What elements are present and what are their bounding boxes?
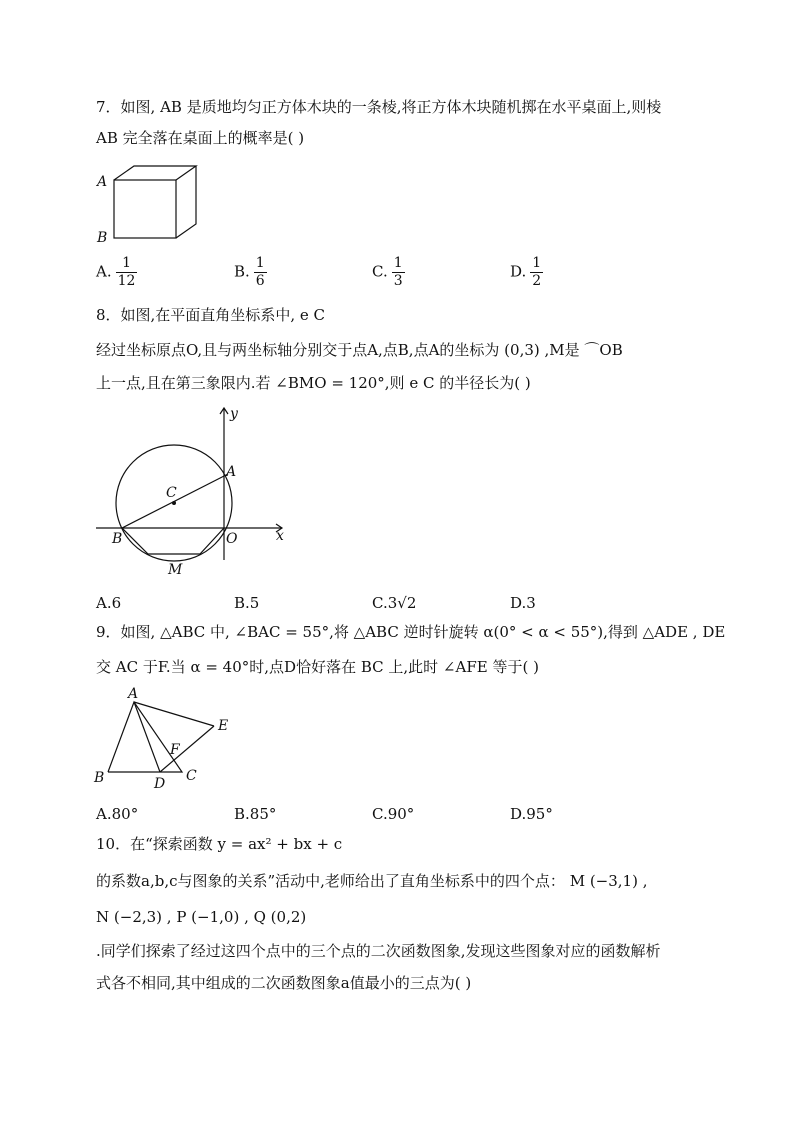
q10-text-line-1: 10．在“探索函数 y = ax² + bx + c	[96, 835, 343, 853]
q7-text-line-1: 7．如图, AB 是质地均匀正方体木块的一条棱,将正方体木块随机掷在水平桌面上,则棱	[96, 98, 662, 116]
q8-label-b: B	[112, 531, 123, 547]
q8-text-line-1: 8．如图,在平面直角坐标系中, e C	[96, 306, 325, 324]
q9-option-d[interactable]: D.95°	[510, 805, 553, 823]
q9-label-c: C	[186, 768, 197, 784]
q9-label-f: F	[170, 742, 180, 758]
q7-label-a: A	[97, 174, 108, 190]
q7-option-d[interactable]: D. $\frac{1}{2}$	[510, 255, 542, 289]
q10-text-line-2: 的系数a,b,c与图象的关系”活动中,老师给出了直角坐标系中的四个点： M (−3,1) ,	[96, 872, 648, 890]
q8-option-b[interactable]: B.5	[234, 594, 260, 612]
q8-text-line-3: 上一点,且在第三象限内.若 ∠BMO = 120°,则 e C 的半径长为( )	[96, 374, 531, 392]
q9-option-a[interactable]: A.80°	[96, 805, 139, 823]
q10-text-line-4: .同学们探索了经过这四个点中的三个点的二次函数图象,发现这些图象对应的函数解析	[96, 942, 661, 960]
q8-option-a[interactable]: A.6	[96, 594, 122, 612]
q9-text-line-1: 9．如图, △ABC 中, ∠BAC = 55°,将 △ABC 逆时针旋转 α(0° < α < 55°),得到 △ADE , DE	[96, 623, 726, 641]
q8-circle-figure	[90, 404, 300, 584]
q8-label-y: y	[230, 406, 238, 422]
q9-option-b[interactable]: B.85°	[234, 805, 277, 823]
q10-text-line-5: 式各不相同,其中组成的二次函数图象a值最小的三点为( )	[96, 974, 472, 992]
q7-cube-figure	[92, 160, 222, 250]
q8-label-m: M	[168, 562, 183, 578]
q7-option-c[interactable]: C. $\frac{1}{3}$	[372, 255, 403, 289]
q9-label-a: A	[128, 686, 139, 702]
q9-text-line-2: 交 AC 于F.当 α = 40°时,点D恰好落在 BC 上,此时 ∠AFE 等于( )	[96, 658, 539, 676]
q9-label-b: B	[94, 770, 105, 786]
q8-option-c[interactable]: C.3√2	[372, 594, 417, 612]
q8-label-c: C	[166, 485, 177, 501]
q7-option-a[interactable]: A. $\frac{1}{12}$	[96, 255, 136, 289]
q7-label-b: B	[97, 230, 108, 246]
q8-label-a: A	[226, 464, 237, 480]
q9-triangle-figure	[90, 684, 240, 788]
q8-text-line-2: 经过坐标原点O,且与两坐标轴分别交于点A,点B,点A的坐标为 (0,3) ,M是 ⌒OB	[96, 341, 623, 359]
q9-label-d: D	[154, 776, 166, 788]
q9-label-e: E	[218, 718, 229, 734]
q10-text-line-3: N (−2,3) , P (−1,0) , Q (0,2)	[96, 908, 307, 926]
q8-label-o: O	[226, 531, 238, 547]
q8-option-d[interactable]: D.3	[510, 594, 536, 612]
q9-option-c[interactable]: C.90°	[372, 805, 415, 823]
q7-option-b[interactable]: B. $\frac{1}{6}$	[234, 255, 265, 289]
q8-label-x: x	[276, 528, 284, 544]
q7-text-line-2: AB 完全落在桌面上的概率是( )	[96, 129, 305, 147]
